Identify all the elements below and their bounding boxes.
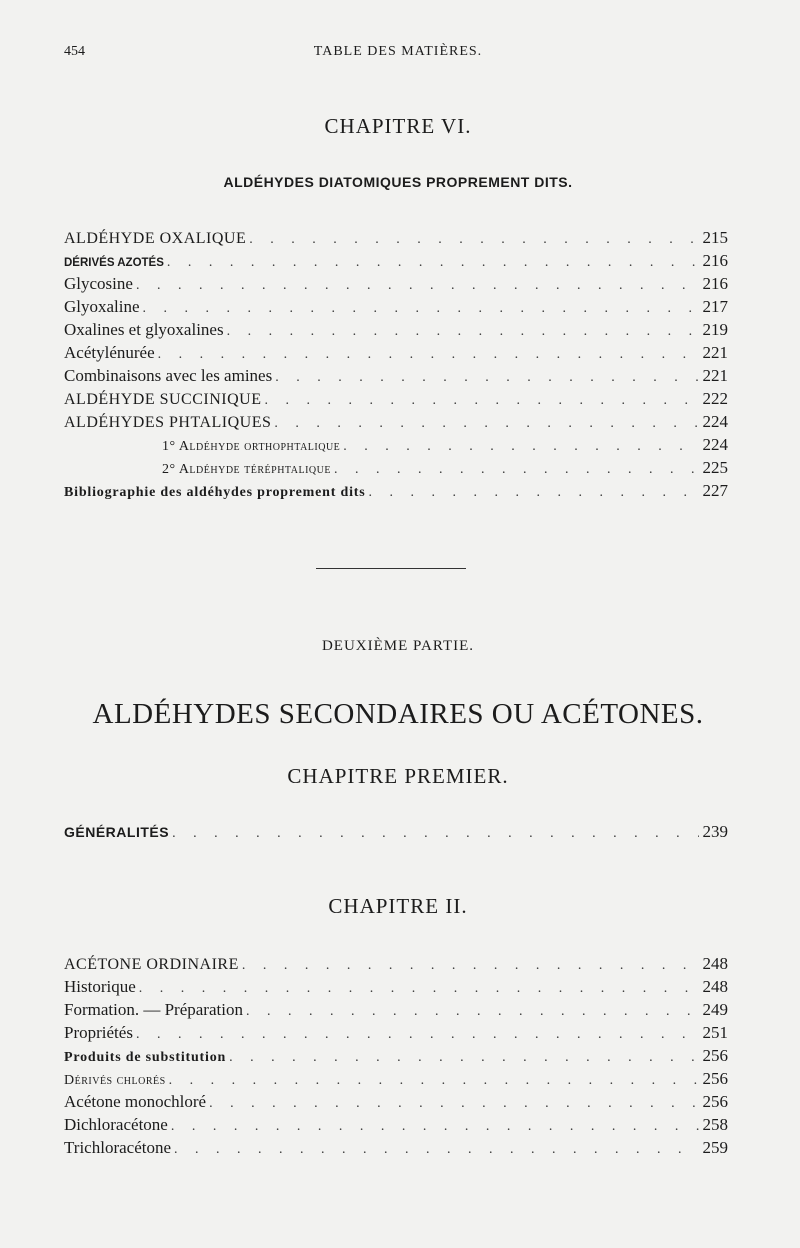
toc-entry (64, 341, 728, 364)
toc-entry-page: 216 (702, 274, 728, 293)
toc-entry (64, 479, 728, 502)
page-header (64, 44, 732, 66)
toc-entry-label: Dérivés chlorés (64, 1073, 166, 1088)
toc-entry (64, 952, 728, 975)
toc-entry-label: Glyoxaline (64, 297, 140, 316)
toc-entry-page: 222 (702, 389, 728, 408)
toc-entry-label: Produits de substitution (64, 1050, 227, 1065)
toc-entry (64, 226, 728, 249)
toc-entry-page: 248 (702, 977, 728, 996)
toc-entry (64, 387, 728, 410)
toc-entry-label: Historique (64, 977, 136, 996)
toc-entry-page: 225 (702, 458, 728, 477)
toc-entry-page: 221 (702, 366, 728, 385)
section-divider (316, 568, 466, 569)
toc-entry-page: 259 (702, 1138, 728, 1157)
part-2-label: DEUXIÈME PARTIE. (321, 638, 475, 654)
toc-chapter-1 (64, 820, 728, 843)
toc-entry-label: Propriétés (64, 1023, 133, 1042)
toc-entry (64, 820, 728, 843)
toc-entry-label: Acétone monochloré (64, 1092, 207, 1111)
toc-entry-label: ALDÉHYDE SUCCINIQUE (64, 391, 262, 408)
toc-entry-label: Trichloracétone (64, 1138, 172, 1157)
toc-entry (64, 433, 728, 456)
toc-entry (64, 456, 728, 479)
toc-entry-page: 219 (702, 320, 728, 339)
toc-chapter-2 (64, 952, 728, 1159)
toc-entry-label: Acétylénurée (64, 343, 155, 362)
toc-entry (64, 249, 728, 272)
toc-entry-page: 258 (702, 1115, 728, 1134)
chapter-2-title: CHAPITRE II. (328, 894, 468, 918)
toc-chapter-6 (64, 226, 728, 502)
toc-entry-page: 227 (702, 481, 728, 500)
part-2-title: ALDÉHYDES SECONDAIRES OU ACÉTONES. (92, 698, 704, 730)
toc-entry-label: 1° Aldéhyde orthophtalique (162, 439, 341, 454)
toc-entry-label: GÉNÉRALITÉS (64, 824, 170, 840)
running-title: TABLE DES MATIÈRES. (313, 44, 483, 59)
toc-entry-label: DÉRIVÉS AZOTÉS (64, 257, 164, 269)
chapter-6-subtitle: ALDÉHYDES DIATOMIQUES PROPREMENT DITS. (223, 174, 573, 190)
toc-entry-page: 256 (702, 1092, 728, 1111)
toc-entry (64, 295, 728, 318)
toc-entry (64, 1136, 728, 1159)
page-number: 454 (64, 44, 85, 59)
toc-entry-page: 215 (702, 228, 728, 247)
toc-entry (64, 1067, 728, 1090)
chapter-6-title: CHAPITRE VI. (324, 114, 472, 138)
toc-entry-page: 256 (702, 1046, 728, 1065)
toc-entry-page: 239 (702, 822, 728, 841)
toc-entry-page: 256 (702, 1069, 728, 1088)
chapter-1-title: CHAPITRE PREMIER. (287, 764, 509, 788)
toc-entry-page: 224 (702, 435, 728, 454)
toc-entry (64, 1113, 728, 1136)
toc-entry (64, 318, 728, 341)
toc-entry (64, 1090, 728, 1113)
toc-entry-label: 2° Aldéhyde téréphtalique (162, 462, 331, 477)
toc-entry (64, 1044, 728, 1067)
toc-entry-label: ACÉTONE ORDINAIRE (64, 956, 239, 973)
toc-entry-label: Formation. — Préparation (64, 1000, 243, 1019)
toc-entry (64, 998, 728, 1021)
toc-entry (64, 364, 728, 387)
toc-entry-page: 221 (702, 343, 728, 362)
toc-entry-page: 217 (702, 297, 728, 316)
toc-entry (64, 975, 728, 998)
toc-entry (64, 410, 728, 433)
toc-entry-label: ALDÉHYDES PHTALIQUES (64, 414, 272, 431)
toc-entry-page: 249 (702, 1000, 728, 1019)
toc-entry-page: 248 (702, 954, 728, 973)
toc-entry (64, 1021, 728, 1044)
toc-entry-label: ALDÉHYDE OXALIQUE (64, 230, 247, 247)
toc-entry-label: Dichloracétone (64, 1115, 168, 1134)
toc-entry-page: 216 (702, 251, 728, 270)
toc-entry (64, 272, 728, 295)
toc-entry-label: Glycosine (64, 274, 133, 293)
toc-entry-label: Bibliographie des aldéhydes proprement dits (64, 485, 366, 500)
toc-entry-page: 251 (702, 1023, 728, 1042)
toc-entry-label: Combinaisons avec les amines (64, 366, 273, 385)
toc-entry-page: 224 (702, 412, 728, 431)
toc-entry-label: Oxalines et glyoxalines (64, 320, 224, 339)
